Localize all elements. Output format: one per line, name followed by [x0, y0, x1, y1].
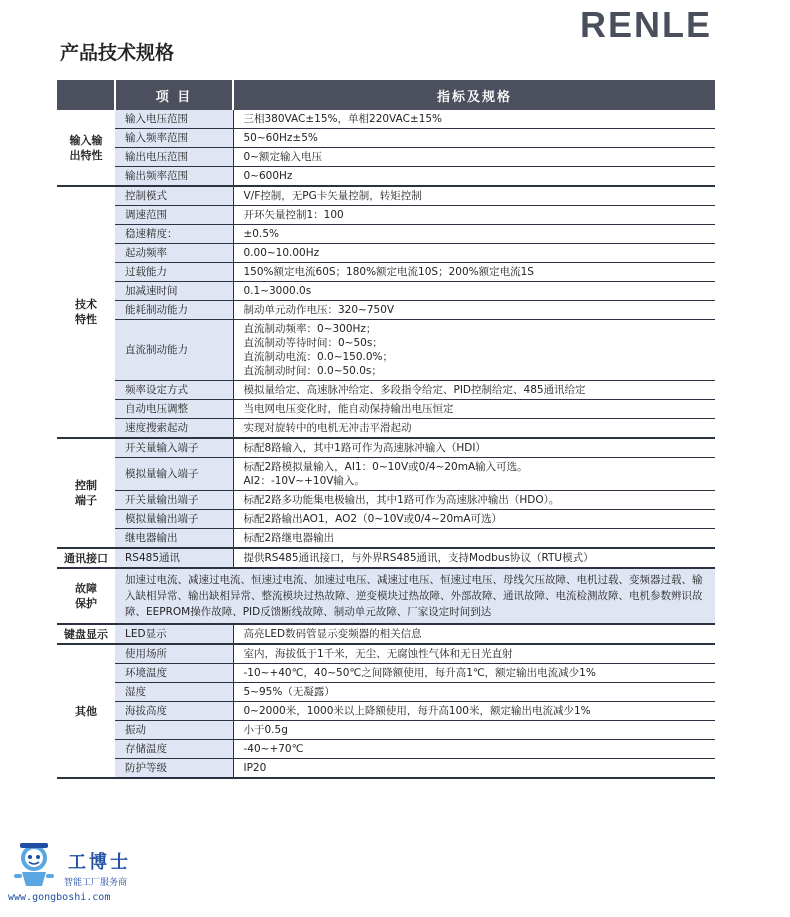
- spec-item: 直流制动能力: [115, 320, 233, 381]
- table-row: [57, 320, 715, 381]
- table-row: [57, 301, 715, 320]
- table-row: [57, 438, 715, 458]
- category-label: 输入输 出特性: [57, 110, 115, 186]
- spec-item: 振动: [115, 721, 233, 740]
- spec-value: IP20: [233, 759, 715, 779]
- spec-item: 稳速精度：: [115, 225, 233, 244]
- table-row: [57, 664, 715, 683]
- spec-item: 模拟量输出端子: [115, 510, 233, 529]
- spec-value: 当电网电压变化时，能自动保持输出电压恒定: [233, 400, 715, 419]
- category-label: 键盘显示: [57, 624, 115, 644]
- watermark-subtitle: 智能工厂服务商: [64, 878, 128, 888]
- table-row: [57, 740, 715, 759]
- spec-item: 自动电压调整: [115, 400, 233, 419]
- spec-value: 实现对旋转中的电机无冲击平滑起动: [233, 419, 715, 439]
- table-header: [57, 80, 715, 110]
- watermark-url: www.gongboshi.com: [8, 892, 111, 903]
- table-row: [57, 568, 715, 624]
- table-row: [57, 491, 715, 510]
- table-row: [57, 167, 715, 187]
- spec-item: 频率设定方式: [115, 381, 233, 400]
- table-row: [57, 244, 715, 263]
- watermark-name: 工博士: [68, 852, 131, 873]
- table-row: [57, 644, 715, 664]
- spec-value: 5~95%（无凝露）: [233, 683, 715, 702]
- table-row: [57, 148, 715, 167]
- category-label: 通讯接口: [57, 548, 115, 568]
- spec-value: 直流制动频率：0~300Hz； 直流制动等待时间：0~50s； 直流制动电流：0.0~150.0%； 直流制动时间：0.0~50.0s；: [233, 320, 715, 381]
- spec-value: 标配8路输入，其中1路可作为高速脉冲输入（HDI）: [233, 438, 715, 458]
- spec-table: [57, 80, 715, 779]
- spec-value: 小于0.5g: [233, 721, 715, 740]
- table-row: [57, 759, 715, 779]
- spec-value: 150%额定电流60S；180%额定电流10S；200%额定电流1S: [233, 263, 715, 282]
- spec-value: V/F控制，无PG卡矢量控制，转矩控制: [233, 186, 715, 206]
- robot-mascot-icon: [12, 840, 56, 890]
- table-row: [57, 206, 715, 225]
- spec-item: 开关量输入端子: [115, 438, 233, 458]
- table-row: [57, 400, 715, 419]
- spec-value: 0.1~3000.0s: [233, 282, 715, 301]
- table-row: [57, 282, 715, 301]
- spec-item: RS485通讯: [115, 548, 233, 568]
- table-row: [57, 702, 715, 721]
- page-title: 产品技术规格: [60, 42, 175, 64]
- table-row: [57, 129, 715, 148]
- watermark: [8, 840, 138, 912]
- spec-value: 制动单元动作电压：320~750V: [233, 301, 715, 320]
- spec-value: 三相380VAC±15%，单相220VAC±15%: [233, 110, 715, 129]
- spec-value: 50~60Hz±5%: [233, 129, 715, 148]
- spec-item: 湿度: [115, 683, 233, 702]
- spec-value: -40~+70℃: [233, 740, 715, 759]
- spec-item: 输出频率范围: [115, 167, 233, 187]
- table-row: [57, 624, 715, 644]
- spec-item: 调速范围: [115, 206, 233, 225]
- spec-item: LED显示: [115, 624, 233, 644]
- spec-value: 室内，海拔低于1千米，无尘、无腐蚀性气体和无日光直射: [233, 644, 715, 664]
- spec-body: [57, 110, 715, 778]
- brand-logo: RENLE: [579, 4, 712, 45]
- fault-list: 加速过电流、减速过电流、恒速过电流、加速过电压、减速过电压、恒速过电压、母线欠压故障、电机过载、变频器过载、输入缺相异常、输出缺相异常、整流模块过热故障、逆变模块过热故障、外部故障、通讯故障、电流检测故障、电机参数辨识故障、EEPROM操作故障、PID反馈断线故障、制动单元故障、厂家设定时间到达: [115, 568, 715, 624]
- spec-value: 模拟量给定、高速脉冲给定、多段指令给定、PID控制给定、485通讯给定: [233, 381, 715, 400]
- table-row: [57, 529, 715, 549]
- table-row: [57, 458, 715, 491]
- table-row: [57, 510, 715, 529]
- spec-value: 0~额定输入电压: [233, 148, 715, 167]
- spec-item: 速度搜索起动: [115, 419, 233, 439]
- category-label: 技术 特性: [57, 186, 115, 438]
- table-row: [57, 721, 715, 740]
- table-row: [57, 419, 715, 439]
- category-label: 控制 端子: [57, 438, 115, 548]
- spec-value: 标配2路继电器输出: [233, 529, 715, 549]
- table-row: [57, 683, 715, 702]
- spec-value: 开环矢量控制1：100: [233, 206, 715, 225]
- spec-item: 开关量输出端子: [115, 491, 233, 510]
- spec-item: 能耗制动能力: [115, 301, 233, 320]
- spec-value: 高亮LED数码管显示变频器的相关信息: [233, 624, 715, 644]
- spec-item: 环境温度: [115, 664, 233, 683]
- category-label: 故障 保护: [57, 568, 115, 624]
- spec-item: 过载能力: [115, 263, 233, 282]
- table-row: [57, 263, 715, 282]
- table-row: [57, 225, 715, 244]
- spec-item: 继电器输出: [115, 529, 233, 549]
- category-label: 其他: [57, 644, 115, 778]
- table-row: [57, 381, 715, 400]
- spec-item: 防护等级: [115, 759, 233, 779]
- spec-value: 0~2000米，1000米以上降额使用，每升高100米，额定输出电流减少1%: [233, 702, 715, 721]
- spec-item: 输入电压范围: [115, 110, 233, 129]
- spec-item: 控制模式: [115, 186, 233, 206]
- table-row: [57, 186, 715, 206]
- spec-value: 0.00~10.00Hz: [233, 244, 715, 263]
- spec-value: 提供RS485通讯接口，与外界RS485通讯，支持Modbus协议（RTU模式）: [233, 548, 715, 568]
- header-item: 项 目: [115, 80, 233, 110]
- spec-item: 加减速时间: [115, 282, 233, 301]
- spec-item: 起动频率: [115, 244, 233, 263]
- spec-item: 使用场所: [115, 644, 233, 664]
- table-row: [57, 110, 715, 129]
- spec-item: 输出电压范围: [115, 148, 233, 167]
- spec-item: 海拔高度: [115, 702, 233, 721]
- spec-value: ±0.5%: [233, 225, 715, 244]
- table-row: [57, 548, 715, 568]
- spec-item: 模拟量输入端子: [115, 458, 233, 491]
- header-blank: [57, 80, 115, 110]
- spec-value: -10~+40℃，40~50℃之间降额使用，每升高1℃，额定输出电流减少1%: [233, 664, 715, 683]
- spec-value: 标配2路多功能集电极输出，其中1路可作为高速脉冲输出（HDO）。: [233, 491, 715, 510]
- spec-value: 标配2路输出AO1，AO2（0~10V或0/4~20mA可选）: [233, 510, 715, 529]
- spec-item: 存储温度: [115, 740, 233, 759]
- spec-item: 输入频率范围: [115, 129, 233, 148]
- spec-value: 标配2路模拟量输入，AI1：0~10V或0/4~20mA输入可选。 AI2：-10V~+10V输入。: [233, 458, 715, 491]
- spec-value: 0~600Hz: [233, 167, 715, 187]
- header-spec: 指标及规格: [233, 80, 715, 110]
